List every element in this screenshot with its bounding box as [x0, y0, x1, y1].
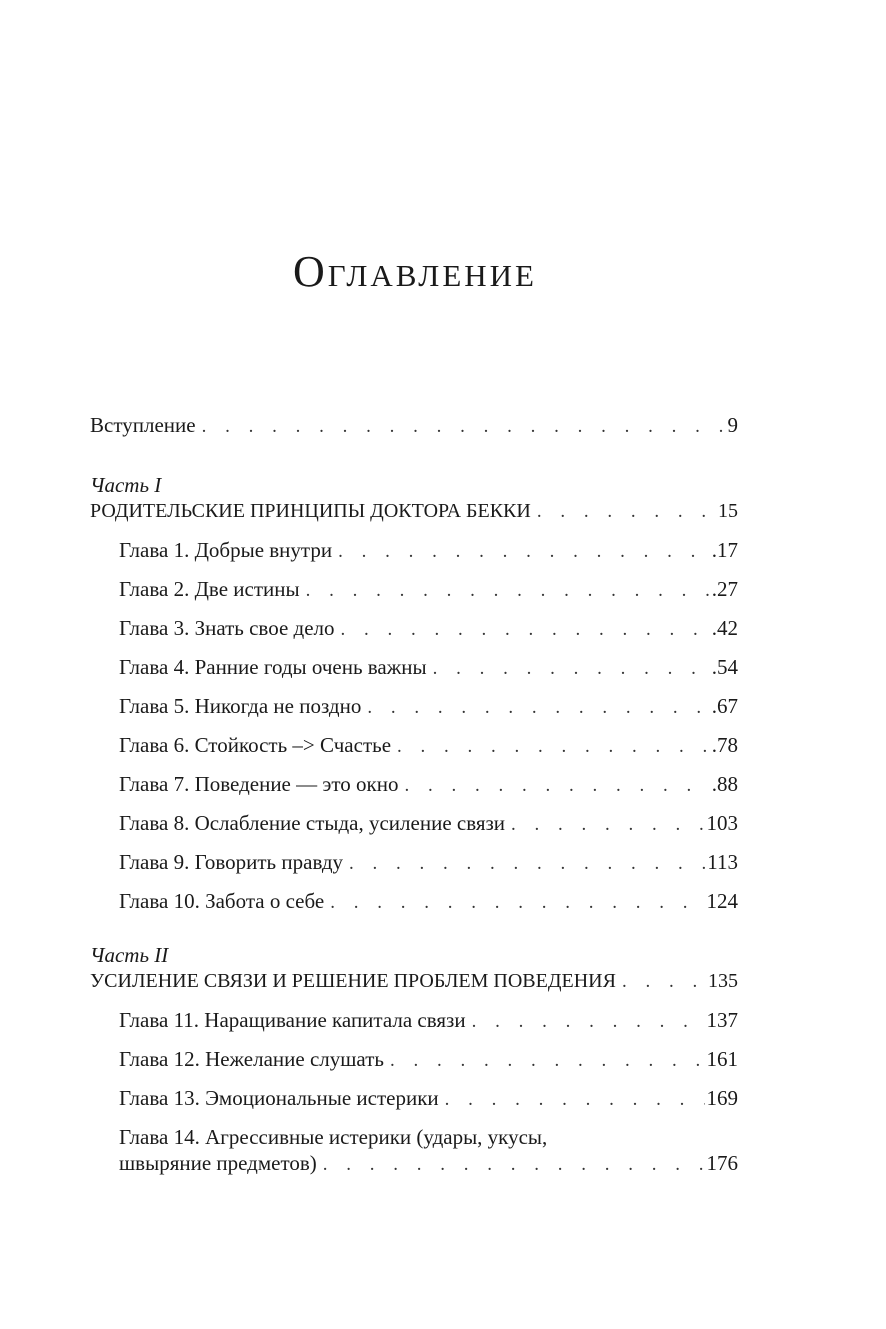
- toc-entry-label: Глава 1. Добрые внутри: [119, 537, 338, 563]
- page-title: Оглавление: [293, 247, 537, 296]
- toc-page-number: 113: [707, 850, 738, 874]
- toc-page-number: 103: [706, 811, 738, 835]
- toc-page-number: .88: [711, 772, 738, 796]
- toc-entry-chapter: [90, 849, 738, 875]
- toc-page-number: .54: [711, 655, 738, 679]
- toc-entry-chapter: [90, 537, 738, 563]
- toc-entry-label: РОДИТЕЛЬСКИЕ ПРИНЦИПЫ ДОКТОРА БЕККИ: [90, 498, 537, 524]
- dot-leader: [433, 656, 710, 680]
- dot-leader: [397, 734, 710, 758]
- toc-entry-chapter: [90, 1046, 738, 1072]
- toc-page-number: .42: [711, 616, 738, 640]
- toc-entry-label: Глава 10. Забота о себе: [119, 888, 330, 914]
- toc-page-number: 176: [706, 1151, 738, 1175]
- toc-page-number: 169: [706, 1086, 738, 1110]
- toc-entry-chapter: [90, 888, 738, 914]
- toc-page-number: .78: [711, 733, 738, 757]
- dot-leader: [202, 414, 726, 438]
- dot-leader: [622, 969, 706, 994]
- dot-leader: [323, 1152, 705, 1176]
- toc-entry-chapter: [90, 1085, 738, 1111]
- toc-page-number: 15: [718, 500, 738, 522]
- dot-leader: [537, 499, 716, 524]
- dot-leader: [306, 578, 710, 602]
- toc-entry-chapter: [90, 771, 738, 797]
- toc-entry-label: Вступление: [90, 412, 202, 438]
- toc-page-number: 9: [727, 413, 738, 437]
- toc-entry-label: Глава 9. Говорить правду: [119, 849, 349, 875]
- toc-entry-label-line1: Глава 14. Агрессивные истерики (удары, укусы,: [119, 1125, 548, 1149]
- toc-page-number: 135: [708, 970, 738, 992]
- toc-entry-label: Глава 2. Две истины: [119, 576, 306, 602]
- toc-entry-intro: [90, 412, 738, 438]
- toc-entry-chapter: [90, 693, 738, 719]
- table-of-contents: [90, 412, 738, 1176]
- dot-leader: [511, 812, 704, 836]
- toc-page-number: .67: [711, 694, 738, 718]
- toc-entry-label: Глава 13. Эмоциональные истерики: [119, 1085, 445, 1111]
- dot-leader: [341, 617, 710, 641]
- toc-entry-part-title: [90, 498, 738, 524]
- toc-page-number: 137: [706, 1008, 738, 1032]
- toc-entry-label: УСИЛЕНИЕ СВЯЗИ И РЕШЕНИЕ ПРОБЛЕМ ПОВЕДЕНИЯ: [90, 968, 622, 994]
- toc-entry-chapter: [90, 1007, 738, 1033]
- part-label: Часть I: [90, 473, 162, 497]
- toc-entry-part-title: [90, 968, 738, 994]
- toc-entry-label: Глава 8. Ослабление стыда, усиление связи: [119, 810, 511, 836]
- toc-entry-label: Глава 12. Нежелание слушать: [119, 1046, 390, 1072]
- toc-entry-chapter: [90, 810, 738, 836]
- toc-entry-label: Глава 6. Стойкость –> Счастье: [119, 732, 397, 758]
- toc-entry-chapter: [90, 654, 738, 680]
- toc-entry-chapter: [90, 615, 738, 641]
- toc-entry-label: Глава 11. Наращивание капитала связи: [119, 1007, 472, 1033]
- toc-entry-chapter: [90, 732, 738, 758]
- dot-leader: [445, 1087, 705, 1111]
- toc-entry-label: Глава 4. Ранние годы очень важны: [119, 654, 433, 680]
- dot-leader: [472, 1009, 705, 1033]
- toc-page-number: 124: [706, 889, 738, 913]
- part-label: Часть II: [90, 943, 169, 967]
- dot-leader: [349, 851, 705, 875]
- dot-leader: [338, 539, 710, 563]
- toc-page-number: 161: [706, 1047, 738, 1071]
- toc-entry-label: Глава 7. Поведение — это окно: [119, 771, 404, 797]
- toc-entry-chapter: [90, 576, 738, 602]
- dot-leader: [390, 1048, 705, 1072]
- dot-leader: [367, 695, 709, 719]
- toc-page-number: .17: [711, 538, 738, 562]
- toc-entry-label: Глава 5. Никогда не поздно: [119, 693, 367, 719]
- dot-leader: [330, 890, 704, 914]
- toc-entry-chapter: [90, 1150, 738, 1176]
- dot-leader: [404, 773, 709, 797]
- toc-entry-label: Глава 3. Знать свое дело: [119, 615, 341, 641]
- toc-page-number: .27: [711, 577, 738, 601]
- toc-entry-label-line2: швыряние предметов): [119, 1150, 323, 1176]
